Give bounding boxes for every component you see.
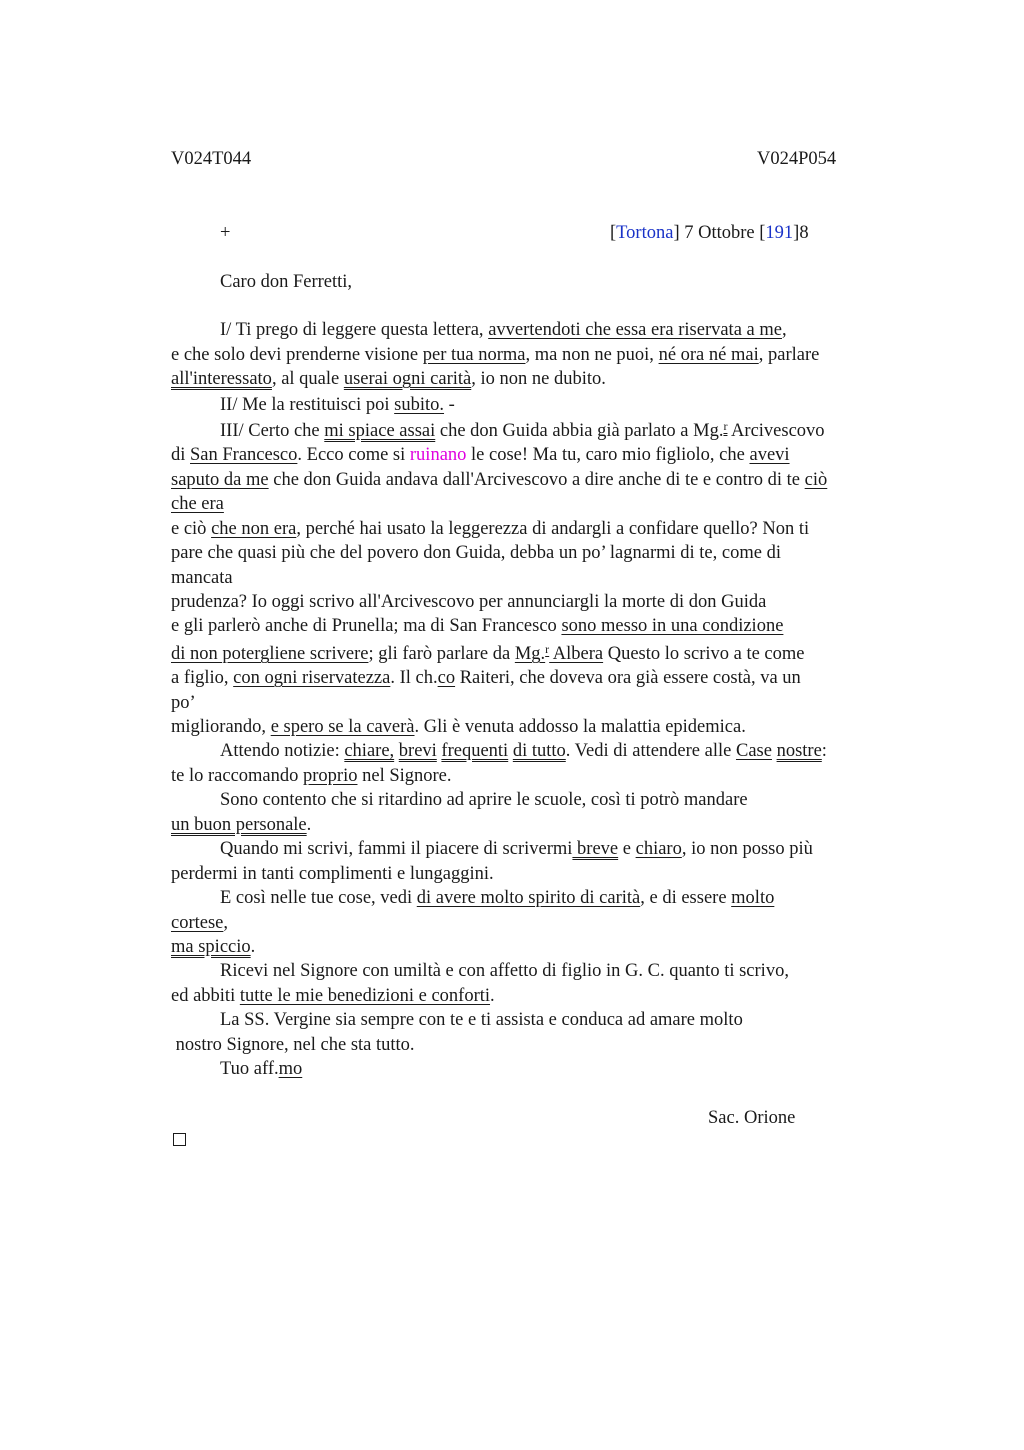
body-line: Quando mi scrivi, fammi il piacere di scrivermi breve e chiaro, io non posso più xyxy=(220,839,813,859)
body-line: nostro Signore, nel che sta tutto. xyxy=(171,1035,415,1055)
body-line: mancata xyxy=(171,568,233,588)
body-line: che era xyxy=(171,494,224,514)
body-line: prudenza? Io oggi scrivo all'Arcivescovo per annunciargli la morte di don Guida xyxy=(171,592,767,612)
body-line: saputo da me che don Guida andava dall'Arcivescovo a dire anche di te e contro di te ciò xyxy=(171,470,828,490)
body-line: pare che quasi più che del povero don Guida, debba un po’ lagnarmi di te, come di xyxy=(171,543,781,563)
body-line: La SS. Vergine sia sempre con te e ti assista e conduca ad amare molto xyxy=(220,1010,743,1030)
body-line: e gli parlerò anche di Prunella; ma di San Francesco sono messo in una condizione xyxy=(171,616,784,636)
closing: Tuo aff.mo xyxy=(220,1059,303,1079)
body-line: un buon personale. xyxy=(171,815,312,835)
body-line: I/ Ti prego di leggere questa lettera, avvertendoti che essa era riservata a me, xyxy=(220,320,787,340)
body-line: perdermi in tanti complimenti e lungaggini. xyxy=(171,864,494,884)
body-line: migliorando, e spero se la caverà. Gli è venuta addosso la malattia epidemica. xyxy=(171,717,746,737)
square-outline-icon xyxy=(173,1133,186,1146)
place-name: Tortona xyxy=(616,223,674,243)
body-line: all'interessato, al quale userai ogni carità, io non ne dubito. xyxy=(171,369,606,389)
body-line: a figlio, con ogni riservatezza. Il ch.co Raiteri, che doveva ora già essere costà, va un xyxy=(171,668,801,688)
dateline: [Tortona] 7 Ottobre [191]8 xyxy=(610,223,809,243)
cross-symbol: + xyxy=(220,223,231,243)
body-line: II/ Me la restituisci poi subito. - xyxy=(220,395,455,415)
body-line: e ciò che non era, perché hai usato la leggerezza di andargli a confidare quello? Non ti xyxy=(171,519,810,539)
signature: Sac. Orione xyxy=(708,1108,796,1128)
body-line: di San Francesco. Ecco come si ruinano le cose! Ma tu, caro mio figliolo, che avevi xyxy=(171,445,790,465)
body-line: Ricevi nel Signore con umiltà e con affetto di figlio in G. C. quanto ti scrivo, xyxy=(220,961,789,981)
body-line: cortese, xyxy=(171,913,229,933)
body-line: di non potergliene scrivere; gli farò parlare da Mg.$^r$ Albera Questo lo scrivo a te come xyxy=(171,642,805,664)
highlighted-word: ruinano xyxy=(409,445,467,465)
body-line: Attendo notizie: chiare, brevi frequenti di tutto. Vedi di attendere alle Case nostre: xyxy=(220,741,827,761)
body-line: po’ xyxy=(171,693,196,713)
body-line: ma spiccio. xyxy=(171,937,256,957)
body-line: E così nelle tue cose, vedi di avere molto spirito di carità, e di essere molto xyxy=(220,888,775,908)
document-code-left: V024T044 xyxy=(171,149,252,169)
document-code-right: V024P054 xyxy=(757,149,837,169)
body-line: e che solo devi prenderne visione per tua norma, ma non ne puoi, né ora né mai, parlare xyxy=(171,345,820,365)
salutation: Caro don Ferretti, xyxy=(220,272,353,292)
body-line: III/ Certo che mi spiace assai che don Guida abbia già parlato a Mg.$^r$ Arcivescovo xyxy=(220,419,825,441)
body-line: te lo raccomando proprio nel Signore. xyxy=(171,766,452,786)
body-line: Sono contento che si ritardino ad aprire le scuole, così ti potrò mandare xyxy=(220,790,748,810)
body-line: ed abbiti tutte le mie benedizioni e conforti. xyxy=(171,986,495,1006)
year-part: 191 xyxy=(765,223,794,243)
